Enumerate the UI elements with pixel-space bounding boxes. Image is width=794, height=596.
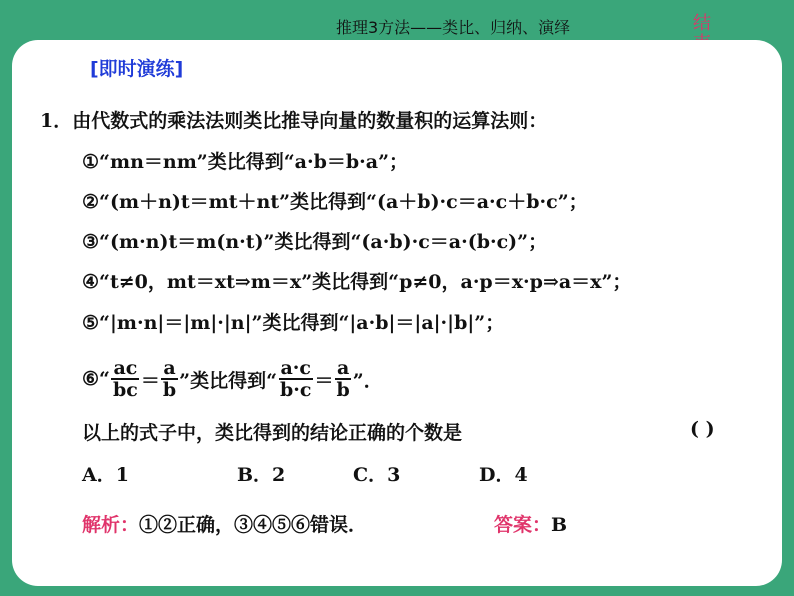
item-6 <box>82 358 383 400</box>
fraction-denominator: bc <box>112 379 138 401</box>
item-3-mark: ③ <box>82 231 100 253</box>
item-3 <box>82 227 547 254</box>
fraction-denominator: b <box>336 379 350 401</box>
equals-sign: ＝ <box>140 369 160 392</box>
item-2 <box>82 187 588 214</box>
item-2-text: “(m＋n)t＝mt＋nt”类比得到“(a＋b)·c＝a·c＋b·c”； <box>99 191 588 213</box>
item-5-text: “|m·n|＝|m|·|n|”类比得到“|a·b|＝|a|·|b|”； <box>99 312 505 334</box>
analysis-text: ①②正确，③④⑤⑥错误． <box>139 514 368 536</box>
item-1-text: “mn＝nm”类比得到“a·b＝b·a”； <box>99 151 409 173</box>
item-5 <box>82 308 504 335</box>
quote-close: ”． <box>352 369 383 392</box>
fraction-a-b <box>161 358 178 400</box>
item-1 <box>82 147 408 174</box>
item-4 <box>82 267 631 294</box>
analysis <box>82 510 367 537</box>
section-tag: [即时演练] <box>90 58 184 80</box>
fraction-denominator: b <box>162 379 177 401</box>
content-panel <box>12 40 782 586</box>
fraction-denominator: b·c <box>280 379 312 401</box>
question-stem <box>40 106 547 133</box>
item-3-text: “(m·n)t＝m(n·t)”类比得到“(a·b)·c＝a·(b·c)”； <box>99 231 548 253</box>
answer-value: B <box>551 514 568 536</box>
equals-sign: ＝ <box>314 369 334 392</box>
top-bar <box>0 0 794 38</box>
header-title: 推理3方法——类比、归纳、演绎 <box>336 18 571 37</box>
option-b[interactable]: B．2 <box>237 464 286 486</box>
fraction-ac-bc <box>111 358 140 400</box>
fraction-numerator: ac <box>113 357 138 379</box>
answer-label: 答案： <box>494 514 552 536</box>
item-1-mark: ① <box>82 151 100 173</box>
end-button[interactable]: 结 <box>693 13 711 34</box>
option-d[interactable]: D．4 <box>479 464 528 486</box>
analysis-label: 解析： <box>82 514 140 536</box>
option-a[interactable]: A．1 <box>82 464 129 486</box>
fraction-ac-bc-vector <box>278 358 313 400</box>
question-summary: 以上的式子中，类比得到的结论正确的个数是 <box>82 422 463 444</box>
fraction-numerator: a <box>336 357 350 379</box>
item-6-mark: ⑥ <box>82 368 100 390</box>
analogy-text: ”类比得到“ <box>179 369 278 392</box>
question-text: 由代数式的乘法法则类比推导向量的数量积的运算法则： <box>72 110 548 132</box>
quote-open: “ <box>99 368 110 390</box>
question-number: 1． <box>40 110 73 132</box>
fraction-numerator: a·c <box>280 357 311 379</box>
item-4-text: “t≠0，mt＝xt⇒m＝x”类比得到“p≠0，a·p＝x·p⇒a＝x”； <box>99 271 632 293</box>
fraction-a-b-vector <box>335 358 352 400</box>
item-5-mark: ⑤ <box>82 312 100 334</box>
fraction-numerator: a <box>163 357 176 379</box>
item-4-mark: ④ <box>82 271 100 293</box>
answer <box>494 510 567 537</box>
item-2-mark: ② <box>82 191 100 213</box>
answer-blank: ( ) <box>690 418 715 440</box>
option-c[interactable]: C．3 <box>353 464 401 486</box>
